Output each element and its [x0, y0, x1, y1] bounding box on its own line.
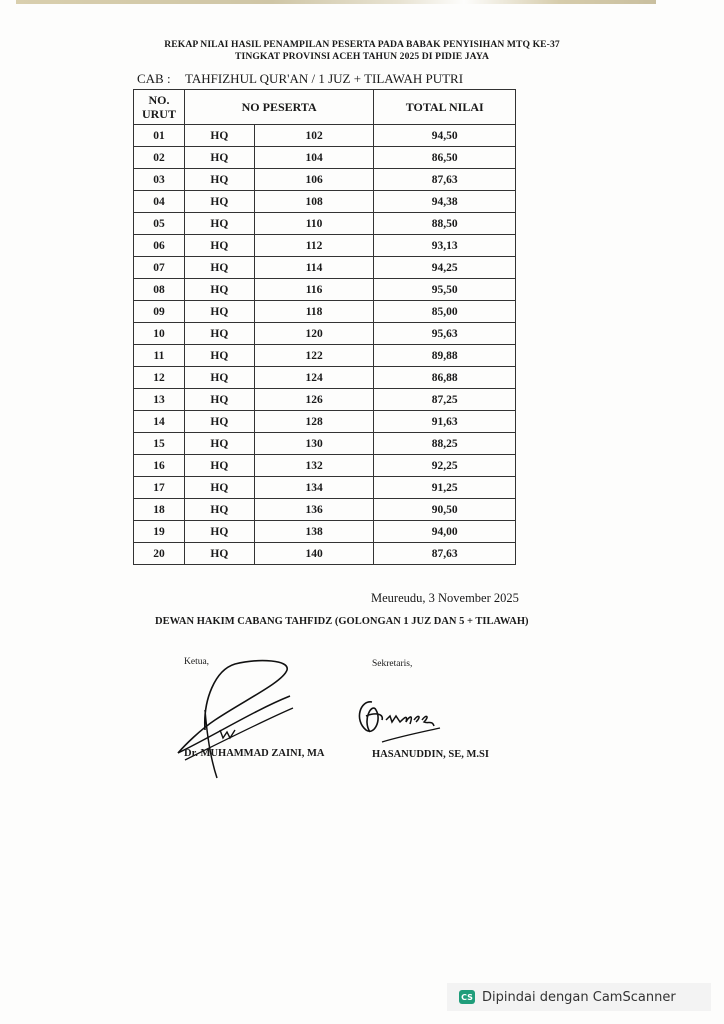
- cab-value: TAHFIZHUL QUR'AN / 1 JUZ + TILAWAH PUTRI: [185, 71, 464, 86]
- score-table: [133, 89, 516, 565]
- cell-no-peserta: 126: [254, 389, 374, 411]
- table-row: [134, 169, 516, 191]
- cell-no-peserta: 118: [254, 301, 374, 323]
- cell-total-nilai: 91,63: [374, 411, 516, 433]
- cell-no-urut: 14: [134, 411, 185, 433]
- cell-no-urut: 04: [134, 191, 185, 213]
- cell-total-nilai: 86,50: [374, 147, 516, 169]
- cell-no-urut: 16: [134, 455, 185, 477]
- table-row: [134, 389, 516, 411]
- cell-no-urut: 12: [134, 367, 185, 389]
- table-row: [134, 345, 516, 367]
- cell-total-nilai: 89,88: [374, 345, 516, 367]
- cell-no-urut: 05: [134, 213, 185, 235]
- cell-no-urut: 20: [134, 543, 185, 565]
- cell-total-nilai: 90,50: [374, 499, 516, 521]
- table-row: [134, 125, 516, 147]
- cell-code: HQ: [184, 279, 254, 301]
- table-row: [134, 367, 516, 389]
- cell-no-urut: 01: [134, 125, 185, 147]
- cell-no-peserta: 114: [254, 257, 374, 279]
- cell-no-peserta: 132: [254, 455, 374, 477]
- cell-total-nilai: 86,88: [374, 367, 516, 389]
- committee-title: DEWAN HAKIM CABANG TAHFIDZ (GOLONGAN 1 JUZ DAN 5 + TILAWAH): [155, 616, 529, 627]
- place-date: Meureudu, 3 November 2025: [371, 591, 519, 605]
- cab-row: [137, 71, 463, 87]
- cell-total-nilai: 88,50: [374, 213, 516, 235]
- cell-code: HQ: [184, 147, 254, 169]
- cell-total-nilai: 94,25: [374, 257, 516, 279]
- cell-no-peserta: 124: [254, 367, 374, 389]
- table-row: [134, 543, 516, 565]
- sekretaris-label: Sekretaris,: [372, 659, 413, 669]
- cell-no-peserta: 110: [254, 213, 374, 235]
- cell-total-nilai: 95,50: [374, 279, 516, 301]
- cell-no-peserta: 128: [254, 411, 374, 433]
- cell-no-peserta: 102: [254, 125, 374, 147]
- ketua-signature: [175, 650, 305, 780]
- header-total-nilai: TOTAL NILAI: [374, 90, 516, 125]
- table-row: [134, 499, 516, 521]
- paper-top-edge: [16, 0, 656, 4]
- cell-no-urut: 19: [134, 521, 185, 543]
- cell-no-peserta: 120: [254, 323, 374, 345]
- cell-total-nilai: 92,25: [374, 455, 516, 477]
- document-title-line2: TINGKAT PROVINSI ACEH TAHUN 2025 DI PIDIE JAYA: [235, 51, 489, 62]
- cell-code: HQ: [184, 389, 254, 411]
- cell-no-urut: 03: [134, 169, 185, 191]
- table-row: [134, 301, 516, 323]
- table-row: [134, 235, 516, 257]
- cab-label: CAB :: [137, 71, 171, 86]
- cell-code: HQ: [184, 169, 254, 191]
- cell-no-peserta: 136: [254, 499, 374, 521]
- table-row: [134, 191, 516, 213]
- cell-no-peserta: 138: [254, 521, 374, 543]
- table-row: [134, 411, 516, 433]
- cell-code: HQ: [184, 191, 254, 213]
- cell-code: HQ: [184, 323, 254, 345]
- cell-no-urut: 09: [134, 301, 185, 323]
- table-row: [134, 147, 516, 169]
- cell-no-urut: 06: [134, 235, 185, 257]
- document-title-line1: REKAP NILAI HASIL PENAMPILAN PESERTA PADA BABAK PENYISIHAN MTQ KE-37: [164, 39, 560, 50]
- cell-no-urut: 10: [134, 323, 185, 345]
- table-row: [134, 257, 516, 279]
- camscanner-watermark: [447, 983, 711, 1011]
- cell-total-nilai: 91,25: [374, 477, 516, 499]
- cell-no-urut: 02: [134, 147, 185, 169]
- table-row: [134, 477, 516, 499]
- table-row: [134, 323, 516, 345]
- cell-code: HQ: [184, 257, 254, 279]
- cell-code: HQ: [184, 345, 254, 367]
- header-no-urut-label: NO. URUT: [141, 93, 176, 121]
- table-row: [134, 433, 516, 455]
- table-row: [134, 213, 516, 235]
- cell-no-peserta: 112: [254, 235, 374, 257]
- cell-no-urut: 08: [134, 279, 185, 301]
- cell-no-peserta: 130: [254, 433, 374, 455]
- sekretaris-signature: [352, 690, 462, 745]
- cell-no-peserta: 116: [254, 279, 374, 301]
- ketua-name: Dr. MUHAMMAD ZAINI, MA: [184, 748, 325, 759]
- table-row: [134, 279, 516, 301]
- camscanner-logo-icon: CS: [459, 990, 475, 1004]
- sekretaris-name: HASANUDDIN, SE, M.SI: [372, 749, 489, 760]
- watermark-text: Dipindai dengan CamScanner: [482, 989, 676, 1005]
- cell-code: HQ: [184, 499, 254, 521]
- table-row: [134, 521, 516, 543]
- ketua-label: Ketua,: [184, 657, 210, 667]
- cell-no-urut: 11: [134, 345, 185, 367]
- cell-no-peserta: 140: [254, 543, 374, 565]
- cell-total-nilai: 88,25: [374, 433, 516, 455]
- cell-no-urut: 18: [134, 499, 185, 521]
- cell-total-nilai: 94,50: [374, 125, 516, 147]
- cell-code: HQ: [184, 411, 254, 433]
- header-no-urut: [134, 90, 185, 125]
- cell-no-urut: 17: [134, 477, 185, 499]
- cell-code: HQ: [184, 543, 254, 565]
- table-header-row: [134, 90, 516, 125]
- cell-total-nilai: 87,63: [374, 543, 516, 565]
- cell-no-urut: 07: [134, 257, 185, 279]
- cell-total-nilai: 94,00: [374, 521, 516, 543]
- cell-code: HQ: [184, 125, 254, 147]
- cell-no-peserta: 104: [254, 147, 374, 169]
- cell-code: HQ: [184, 301, 254, 323]
- cell-total-nilai: 93,13: [374, 235, 516, 257]
- cell-total-nilai: 85,00: [374, 301, 516, 323]
- cell-total-nilai: 94,38: [374, 191, 516, 213]
- cell-no-peserta: 134: [254, 477, 374, 499]
- cell-code: HQ: [184, 521, 254, 543]
- cell-no-urut: 13: [134, 389, 185, 411]
- cell-total-nilai: 87,25: [374, 389, 516, 411]
- cell-code: HQ: [184, 213, 254, 235]
- cell-total-nilai: 87,63: [374, 169, 516, 191]
- cell-no-urut: 15: [134, 433, 185, 455]
- table-body: [134, 125, 516, 565]
- cell-code: HQ: [184, 477, 254, 499]
- cell-code: HQ: [184, 235, 254, 257]
- cell-no-peserta: 122: [254, 345, 374, 367]
- cell-code: HQ: [184, 455, 254, 477]
- cell-no-peserta: 106: [254, 169, 374, 191]
- cell-no-peserta: 108: [254, 191, 374, 213]
- header-no-peserta: NO PESERTA: [184, 90, 373, 125]
- table-row: [134, 455, 516, 477]
- cell-code: HQ: [184, 433, 254, 455]
- cell-code: HQ: [184, 367, 254, 389]
- cell-total-nilai: 95,63: [374, 323, 516, 345]
